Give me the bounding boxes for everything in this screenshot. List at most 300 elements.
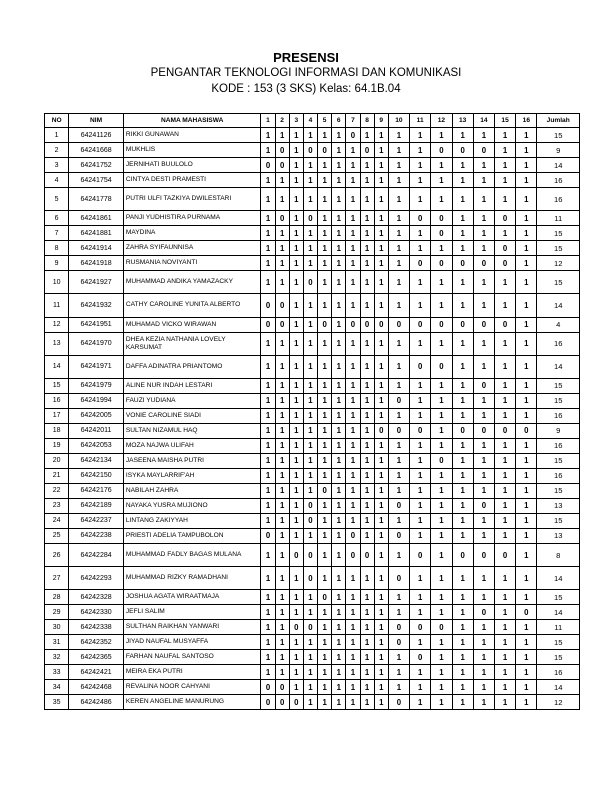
attendance-mark: 1 <box>318 605 332 620</box>
attendance-mark: 1 <box>494 332 515 355</box>
attendance-mark: 1 <box>289 468 303 483</box>
attendance-mark: 1 <box>318 226 332 241</box>
attendance-total: 16 <box>537 188 580 211</box>
table-row <box>45 271 580 294</box>
attendance-mark: 1 <box>346 665 360 680</box>
attendance-mark: 1 <box>289 423 303 438</box>
attendance-mark: 1 <box>318 620 332 635</box>
attendance-mark: 1 <box>360 665 374 680</box>
attendance-mark: 1 <box>332 378 346 393</box>
attendance-mark: 1 <box>275 241 289 256</box>
column-header: 6 <box>332 114 346 128</box>
attendance-mark: 0 <box>494 211 515 226</box>
student-name: MAYDINA <box>123 226 261 241</box>
attendance-total: 15 <box>537 241 580 256</box>
attendance-mark: 1 <box>346 241 360 256</box>
attendance-mark: 1 <box>346 226 360 241</box>
attendance-mark: 1 <box>318 128 332 143</box>
attendance-mark: 0 <box>452 423 473 438</box>
attendance-mark: 0 <box>318 317 332 332</box>
column-header: 16 <box>516 114 537 128</box>
column-header: 8 <box>360 114 374 128</box>
attendance-mark: 1 <box>431 650 452 665</box>
attendance-total: 16 <box>537 468 580 483</box>
attendance-mark: 1 <box>332 650 346 665</box>
attendance-mark: 1 <box>374 256 388 271</box>
student-nim: 64242365 <box>69 650 124 665</box>
attendance-mark: 1 <box>275 128 289 143</box>
attendance-mark: 1 <box>303 256 317 271</box>
attendance-mark: 1 <box>303 408 317 423</box>
attendance-mark: 1 <box>388 513 409 528</box>
attendance-mark: 1 <box>452 294 473 317</box>
attendance-mark: 1 <box>318 378 332 393</box>
attendance-mark: 1 <box>388 256 409 271</box>
attendance-mark: 1 <box>388 271 409 294</box>
row-number: 19 <box>45 438 69 453</box>
attendance-mark: 1 <box>332 128 346 143</box>
attendance-mark: 1 <box>360 158 374 173</box>
student-name: RIKKI GUNAWAN <box>123 128 261 143</box>
attendance-mark: 0 <box>318 143 332 158</box>
attendance-mark: 0 <box>473 143 494 158</box>
table-row <box>45 567 580 590</box>
attendance-mark: 1 <box>473 271 494 294</box>
attendance-mark: 1 <box>374 453 388 468</box>
attendance-mark: 1 <box>303 294 317 317</box>
attendance-mark: 1 <box>431 438 452 453</box>
column-header: 15 <box>494 114 515 128</box>
attendance-mark: 1 <box>332 665 346 680</box>
attendance-mark: 1 <box>303 355 317 378</box>
attendance-mark: 1 <box>360 590 374 605</box>
attendance-mark: 1 <box>289 605 303 620</box>
attendance-mark: 1 <box>494 378 515 393</box>
attendance-mark: 1 <box>318 211 332 226</box>
attendance-mark: 1 <box>261 438 275 453</box>
attendance-mark: 1 <box>303 665 317 680</box>
student-nim: 64241881 <box>69 226 124 241</box>
attendance-mark: 0 <box>388 317 409 332</box>
attendance-mark: 1 <box>473 528 494 543</box>
attendance-mark: 1 <box>261 620 275 635</box>
attendance-mark: 0 <box>473 498 494 513</box>
attendance-mark: 1 <box>289 241 303 256</box>
attendance-mark: 1 <box>516 143 537 158</box>
attendance-mark: 1 <box>346 393 360 408</box>
attendance-mark: 1 <box>452 650 473 665</box>
attendance-mark: 0 <box>473 605 494 620</box>
attendance-mark: 0 <box>388 528 409 543</box>
column-header: 13 <box>452 114 473 128</box>
row-number: 12 <box>45 317 69 332</box>
attendance-mark: 1 <box>516 241 537 256</box>
table-row <box>45 438 580 453</box>
student-name: CINTYA DESTI PRAMESTI <box>123 173 261 188</box>
attendance-mark: 1 <box>318 423 332 438</box>
attendance-mark: 0 <box>303 143 317 158</box>
attendance-mark: 1 <box>452 408 473 423</box>
attendance-mark: 1 <box>374 680 388 695</box>
table-row <box>45 528 580 543</box>
attendance-mark: 1 <box>346 173 360 188</box>
attendance-mark: 1 <box>275 453 289 468</box>
attendance-mark: 1 <box>431 408 452 423</box>
attendance-mark: 1 <box>360 567 374 590</box>
attendance-mark: 1 <box>261 128 275 143</box>
row-number: 1 <box>45 128 69 143</box>
attendance-mark: 1 <box>473 128 494 143</box>
attendance-mark: 1 <box>410 143 431 158</box>
attendance-mark: 1 <box>374 590 388 605</box>
attendance-mark: 1 <box>289 528 303 543</box>
attendance-mark: 1 <box>374 211 388 226</box>
attendance-mark: 1 <box>374 438 388 453</box>
attendance-mark: 0 <box>303 211 317 226</box>
attendance-mark: 1 <box>275 543 289 566</box>
attendance-mark: 1 <box>473 211 494 226</box>
attendance-mark: 1 <box>516 393 537 408</box>
attendance-mark: 0 <box>360 317 374 332</box>
student-nim: 64241971 <box>69 355 124 378</box>
attendance-table <box>44 113 580 710</box>
attendance-mark: 1 <box>261 332 275 355</box>
attendance-mark: 1 <box>289 498 303 513</box>
attendance-mark: 0 <box>275 143 289 158</box>
row-number: 34 <box>45 680 69 695</box>
attendance-mark: 1 <box>473 355 494 378</box>
attendance-mark: 1 <box>275 355 289 378</box>
table-row <box>45 620 580 635</box>
attendance-mark: 0 <box>261 680 275 695</box>
column-header: 5 <box>318 114 332 128</box>
attendance-mark: 0 <box>452 317 473 332</box>
attendance-mark: 1 <box>431 635 452 650</box>
attendance-mark: 1 <box>431 294 452 317</box>
attendance-mark: 1 <box>473 680 494 695</box>
attendance-mark: 1 <box>303 188 317 211</box>
attendance-mark: 1 <box>516 453 537 468</box>
attendance-mark: 1 <box>388 483 409 498</box>
attendance-mark: 1 <box>332 423 346 438</box>
attendance-mark: 1 <box>318 543 332 566</box>
attendance-mark: 1 <box>431 128 452 143</box>
attendance-total: 15 <box>537 271 580 294</box>
attendance-mark: 1 <box>410 378 431 393</box>
attendance-mark: 1 <box>494 438 515 453</box>
attendance-mark: 1 <box>374 393 388 408</box>
attendance-mark: 1 <box>346 513 360 528</box>
attendance-mark: 0 <box>473 378 494 393</box>
row-number: 33 <box>45 665 69 680</box>
attendance-mark: 0 <box>289 695 303 710</box>
attendance-mark: 1 <box>473 241 494 256</box>
student-nim: 64242486 <box>69 695 124 710</box>
attendance-mark: 1 <box>516 128 537 143</box>
attendance-mark: 1 <box>318 271 332 294</box>
attendance-mark: 1 <box>332 620 346 635</box>
attendance-mark: 1 <box>360 332 374 355</box>
attendance-mark: 0 <box>452 543 473 566</box>
attendance-mark: 1 <box>289 143 303 158</box>
attendance-mark: 1 <box>374 543 388 566</box>
attendance-mark: 1 <box>516 513 537 528</box>
attendance-mark: 1 <box>494 188 515 211</box>
attendance-mark: 1 <box>494 605 515 620</box>
attendance-mark: 1 <box>388 332 409 355</box>
table-row <box>45 226 580 241</box>
attendance-total: 14 <box>537 680 580 695</box>
attendance-mark: 1 <box>473 226 494 241</box>
attendance-mark: 1 <box>275 620 289 635</box>
attendance-mark: 0 <box>275 158 289 173</box>
row-number: 21 <box>45 468 69 483</box>
attendance-mark: 1 <box>275 408 289 423</box>
attendance-mark: 1 <box>346 294 360 317</box>
attendance-mark: 1 <box>289 294 303 317</box>
student-nim: 64242421 <box>69 665 124 680</box>
attendance-mark: 1 <box>346 453 360 468</box>
attendance-mark: 1 <box>494 620 515 635</box>
attendance-mark: 1 <box>431 188 452 211</box>
attendance-mark: 1 <box>388 408 409 423</box>
attendance-mark: 1 <box>494 173 515 188</box>
attendance-mark: 1 <box>346 438 360 453</box>
student-name: JERNIHATI BUULOLO <box>123 158 261 173</box>
attendance-mark: 1 <box>289 332 303 355</box>
attendance-mark: 0 <box>261 158 275 173</box>
attendance-mark: 1 <box>374 695 388 710</box>
attendance-mark: 1 <box>261 355 275 378</box>
table-row <box>45 483 580 498</box>
attendance-mark: 1 <box>452 241 473 256</box>
attendance-mark: 1 <box>346 695 360 710</box>
attendance-mark: 1 <box>360 650 374 665</box>
attendance-mark: 1 <box>410 605 431 620</box>
attendance-mark: 1 <box>303 650 317 665</box>
row-number: 11 <box>45 294 69 317</box>
attendance-mark: 1 <box>261 590 275 605</box>
attendance-mark: 1 <box>332 468 346 483</box>
attendance-mark: 1 <box>374 483 388 498</box>
attendance-mark: 0 <box>261 528 275 543</box>
student-nim: 64242352 <box>69 635 124 650</box>
student-name: PRIESTI ADELIA TAMPUBOLON <box>123 528 261 543</box>
student-nim: 64242330 <box>69 605 124 620</box>
row-number: 20 <box>45 453 69 468</box>
attendance-mark: 1 <box>332 453 346 468</box>
attendance-mark: 1 <box>346 188 360 211</box>
attendance-mark: 1 <box>452 158 473 173</box>
attendance-mark: 1 <box>318 468 332 483</box>
column-header: 3 <box>289 114 303 128</box>
attendance-mark: 1 <box>275 378 289 393</box>
attendance-mark: 0 <box>303 567 317 590</box>
attendance-mark: 1 <box>332 355 346 378</box>
row-number: 18 <box>45 423 69 438</box>
student-nim: 64242011 <box>69 423 124 438</box>
attendance-mark: 1 <box>332 590 346 605</box>
attendance-mark: 1 <box>360 241 374 256</box>
attendance-mark: 1 <box>360 393 374 408</box>
attendance-mark: 1 <box>410 665 431 680</box>
attendance-mark: 1 <box>494 483 515 498</box>
attendance-mark: 1 <box>374 620 388 635</box>
attendance-mark: 0 <box>516 605 537 620</box>
attendance-mark: 0 <box>410 423 431 438</box>
student-name: ALINE NUR INDAH LESTARI <box>123 378 261 393</box>
attendance-mark: 1 <box>275 468 289 483</box>
attendance-mark: 1 <box>360 498 374 513</box>
attendance-mark: 1 <box>318 408 332 423</box>
attendance-mark: 1 <box>332 211 346 226</box>
attendance-mark: 1 <box>452 498 473 513</box>
column-header: NIM <box>69 114 124 128</box>
student-nim: 64242284 <box>69 543 124 566</box>
row-number: 16 <box>45 393 69 408</box>
student-nim: 64241951 <box>69 317 124 332</box>
column-header: NAMA MAHASISWA <box>123 114 261 128</box>
attendance-mark: 1 <box>332 188 346 211</box>
attendance-mark: 1 <box>516 695 537 710</box>
attendance-mark: 1 <box>374 650 388 665</box>
attendance-mark: 1 <box>388 226 409 241</box>
attendance-mark: 1 <box>410 294 431 317</box>
attendance-mark: 1 <box>303 173 317 188</box>
attendance-mark: 1 <box>360 211 374 226</box>
attendance-mark: 1 <box>494 128 515 143</box>
student-name: DHEA KEZIA NATHANIA LOVELY KARSUMAT <box>123 332 261 355</box>
attendance-mark: 1 <box>318 665 332 680</box>
attendance-total: 16 <box>537 173 580 188</box>
attendance-mark: 1 <box>374 408 388 423</box>
attendance-mark: 1 <box>494 680 515 695</box>
table-row <box>45 590 580 605</box>
attendance-mark: 1 <box>374 143 388 158</box>
attendance-mark: 1 <box>360 695 374 710</box>
attendance-mark: 1 <box>261 173 275 188</box>
attendance-mark: 1 <box>346 271 360 294</box>
attendance-mark: 1 <box>410 438 431 453</box>
table-row <box>45 173 580 188</box>
attendance-mark: 1 <box>332 241 346 256</box>
attendance-mark: 0 <box>410 650 431 665</box>
attendance-mark: 1 <box>374 158 388 173</box>
attendance-mark: 1 <box>473 408 494 423</box>
attendance-mark: 1 <box>360 188 374 211</box>
row-number: 2 <box>45 143 69 158</box>
attendance-mark: 1 <box>360 605 374 620</box>
attendance-mark: 1 <box>303 468 317 483</box>
student-nim: 64242053 <box>69 438 124 453</box>
student-name: MEIRA EKA PUTRI <box>123 665 261 680</box>
attendance-mark: 1 <box>318 513 332 528</box>
attendance-mark: 1 <box>452 355 473 378</box>
attendance-mark: 1 <box>303 695 317 710</box>
attendance-mark: 1 <box>318 635 332 650</box>
attendance-mark: 1 <box>303 528 317 543</box>
student-nim: 64241932 <box>69 294 124 317</box>
attendance-total: 16 <box>537 438 580 453</box>
attendance-mark: 1 <box>261 408 275 423</box>
attendance-mark: 1 <box>275 528 289 543</box>
table-row <box>45 294 580 317</box>
row-number: 35 <box>45 695 69 710</box>
student-name: RUSMANIA NOVIYANTI <box>123 256 261 271</box>
attendance-mark: 1 <box>261 498 275 513</box>
row-number: 4 <box>45 173 69 188</box>
attendance-mark: 1 <box>289 211 303 226</box>
attendance-mark: 1 <box>516 332 537 355</box>
student-name: MOZA NAJWA ULIFAH <box>123 438 261 453</box>
student-nim: 64241752 <box>69 158 124 173</box>
attendance-mark: 1 <box>431 158 452 173</box>
attendance-mark: 0 <box>410 543 431 566</box>
attendance-mark: 1 <box>494 226 515 241</box>
attendance-mark: 1 <box>318 680 332 695</box>
attendance-mark: 1 <box>318 650 332 665</box>
row-number: 29 <box>45 605 69 620</box>
attendance-mark: 0 <box>289 620 303 635</box>
attendance-mark: 1 <box>473 158 494 173</box>
attendance-total: 14 <box>537 355 580 378</box>
attendance-mark: 0 <box>360 543 374 566</box>
attendance-mark: 1 <box>289 680 303 695</box>
attendance-mark: 1 <box>516 158 537 173</box>
attendance-mark: 1 <box>431 271 452 294</box>
attendance-total: 15 <box>537 590 580 605</box>
attendance-mark: 0 <box>318 590 332 605</box>
attendance-mark: 1 <box>494 635 515 650</box>
attendance-mark: 0 <box>388 695 409 710</box>
attendance-mark: 1 <box>360 256 374 271</box>
column-header: 14 <box>473 114 494 128</box>
attendance-mark: 1 <box>332 226 346 241</box>
attendance-mark: 1 <box>410 271 431 294</box>
attendance-mark: 0 <box>261 294 275 317</box>
table-row <box>45 453 580 468</box>
attendance-mark: 1 <box>289 513 303 528</box>
student-name: MUHAMMAD FADLY BAGAS MULANA <box>123 543 261 566</box>
attendance-mark: 1 <box>374 355 388 378</box>
column-header: 9 <box>374 114 388 128</box>
attendance-mark: 1 <box>494 695 515 710</box>
attendance-mark: 1 <box>410 513 431 528</box>
table-row <box>45 635 580 650</box>
attendance-mark: 1 <box>494 590 515 605</box>
attendance-mark: 1 <box>473 695 494 710</box>
attendance-mark: 1 <box>275 513 289 528</box>
attendance-mark: 1 <box>289 188 303 211</box>
attendance-mark: 0 <box>346 543 360 566</box>
attendance-mark: 1 <box>275 650 289 665</box>
student-name: KEREN ANGELINE MANURUNG <box>123 695 261 710</box>
attendance-mark: 1 <box>346 498 360 513</box>
student-nim: 64242238 <box>69 528 124 543</box>
attendance-mark: 0 <box>431 355 452 378</box>
attendance-total: 16 <box>537 408 580 423</box>
student-name: CATHY CAROLINE YUNITA ALBERTO <box>123 294 261 317</box>
attendance-mark: 1 <box>473 468 494 483</box>
attendance-total: 15 <box>537 393 580 408</box>
column-header: Jumlah <box>537 114 580 128</box>
attendance-mark: 1 <box>261 453 275 468</box>
attendance-mark: 1 <box>431 665 452 680</box>
column-header: 7 <box>346 114 360 128</box>
attendance-mark: 1 <box>410 468 431 483</box>
attendance-mark: 1 <box>452 378 473 393</box>
attendance-mark: 1 <box>388 241 409 256</box>
